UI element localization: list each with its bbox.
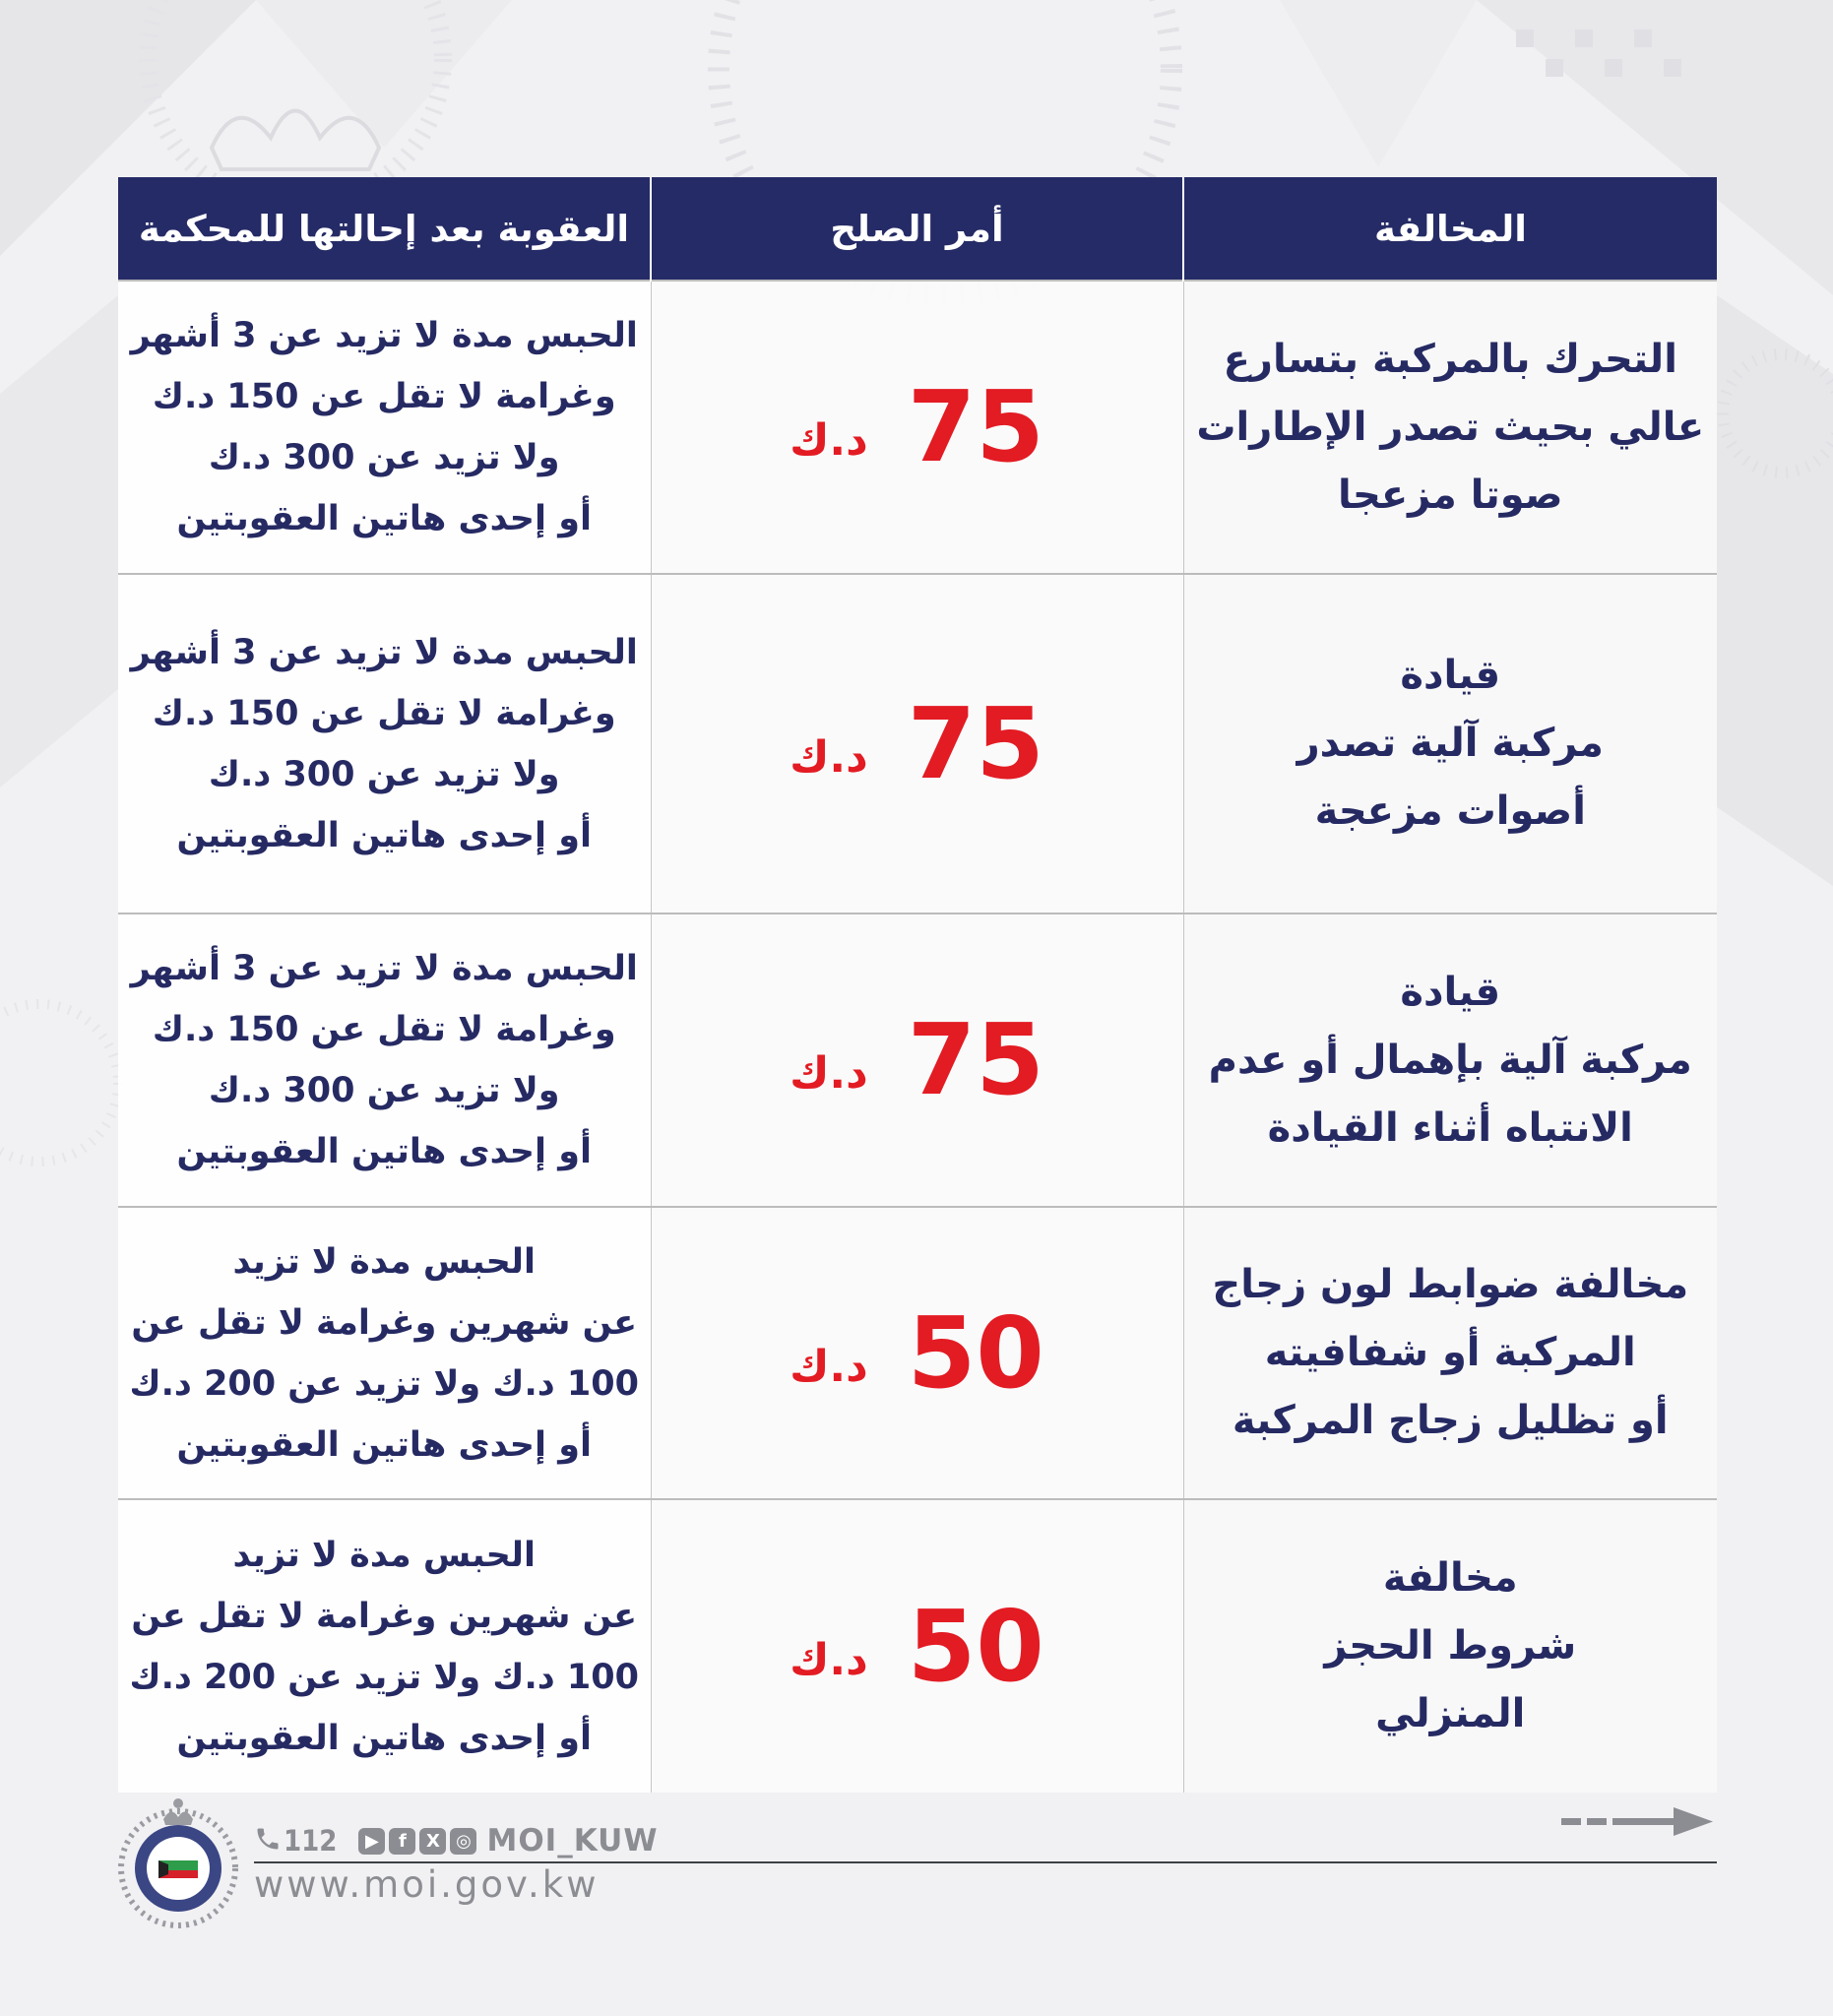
settlement-cell <box>651 281 1183 574</box>
header-settlement: أمر الصلح <box>651 177 1183 281</box>
penalty-line: الحبس مدة لا تزيد عن 3 أشهر <box>130 949 638 988</box>
violation-line: المنزلي <box>1375 1691 1526 1736</box>
instagram-icon[interactable]: ◎ <box>450 1828 476 1855</box>
settlement-cell <box>651 1499 1183 1793</box>
x-icon[interactable]: X <box>419 1828 446 1855</box>
violation-cell <box>1183 914 1717 1207</box>
penalty-line: عن شهرين وغرامة لا تقل عن <box>131 1302 638 1343</box>
penalty-line: وغرامة لا تقل عن 150 د.ك <box>152 377 616 416</box>
header-violation: المخالفة <box>1183 177 1717 281</box>
violation-line: قيادة <box>1400 969 1501 1015</box>
settlement-amount: 50 <box>907 1294 1044 1411</box>
table-header-row <box>118 177 1717 281</box>
violation-line: مخالفة ضوابط لون زجاج <box>1212 1262 1689 1307</box>
header-court-penalty: العقوبة بعد إحالتها للمحكمة <box>118 177 651 281</box>
table-row <box>118 574 1717 914</box>
settlement-amount: 75 <box>907 1002 1044 1117</box>
table-row <box>118 281 1717 574</box>
youtube-icon[interactable]: ▶ <box>358 1828 385 1855</box>
currency-label: د.ك <box>790 1634 868 1685</box>
penalty-line: ولا تزيد عن 300 د.ك <box>208 438 560 477</box>
settlement-cell <box>651 914 1183 1207</box>
violation-cell <box>1183 1207 1717 1499</box>
penalty-line: أو إحدى هاتين العقوبتين <box>176 499 592 538</box>
penalty-line: وغرامة لا تقل عن 150 د.ك <box>152 693 616 733</box>
violation-line: المركبة أو شفافيته <box>1264 1330 1636 1375</box>
social-handle[interactable]: MOI_KUW <box>486 1823 659 1858</box>
next-arrow-icon[interactable] <box>1557 1805 1717 1839</box>
penalty-line: وغرامة لا تقل عن 150 د.ك <box>152 1010 616 1049</box>
penalty-line: أو إحدى هاتين العقوبتين <box>176 1718 592 1758</box>
settlement-amount: 75 <box>907 369 1044 484</box>
violation-line: صوتا مزعجا <box>1337 472 1563 518</box>
fines-table <box>118 177 1717 1793</box>
social-icons <box>358 1828 476 1855</box>
kuwait-police-logo <box>114 1792 242 1929</box>
penalty-cell <box>118 574 651 914</box>
penalty-line: أو إحدى هاتين العقوبتين <box>176 1424 592 1465</box>
currency-label: د.ك <box>790 1341 868 1392</box>
violation-line: أصوات مزعجة <box>1314 788 1586 834</box>
penalty-line: ولا تزيد عن 300 د.ك <box>208 754 560 794</box>
table-row <box>118 1207 1717 1499</box>
penalty-line: الحبس مدة لا تزيد <box>232 1241 537 1282</box>
website-link[interactable]: www.moi.gov.kw <box>254 1863 600 1906</box>
violation-cell <box>1183 574 1717 914</box>
penalty-line: الحبس مدة لا تزيد عن 3 أشهر <box>130 316 638 355</box>
currency-label: د.ك <box>790 1048 868 1099</box>
violation-line: أو تظليل زجاج المركبة <box>1232 1398 1669 1443</box>
penalty-line: عن شهرين وغرامة لا تقل عن <box>131 1596 638 1636</box>
penalty-cell <box>118 281 651 574</box>
phone-number[interactable]: 112 <box>284 1824 338 1858</box>
penalty-line: الحبس مدة لا تزيد عن 3 أشهر <box>130 632 638 672</box>
violation-line: عالي بحيث تصدر الإطارات <box>1196 404 1705 450</box>
penalty-line: ولا تزيد عن 300 د.ك <box>208 1071 560 1110</box>
violation-line: الانتباه أثناء القيادة <box>1267 1104 1633 1151</box>
footer-contacts <box>254 1823 659 1858</box>
violation-line: مركبة آلية بإهمال أو عدم <box>1208 1037 1692 1083</box>
penalty-line: 100 د.ك ولا تزيد عن 200 د.ك <box>129 1363 639 1404</box>
currency-label: د.ك <box>790 415 868 466</box>
penalty-line: 100 د.ك ولا تزيد عن 200 د.ك <box>129 1657 639 1697</box>
violation-line: التحرك بالمركبة بتسارع <box>1223 336 1677 382</box>
settlement-cell <box>651 574 1183 914</box>
violation-line: قيادة <box>1400 653 1501 698</box>
penalty-cell <box>118 914 651 1207</box>
violation-cell <box>1183 281 1717 574</box>
violation-cell <box>1183 1499 1717 1793</box>
penalty-line: أو إحدى هاتين العقوبتين <box>176 815 592 855</box>
penalty-line: الحبس مدة لا تزيد <box>232 1535 537 1575</box>
table-row <box>118 914 1717 1207</box>
currency-label: د.ك <box>790 731 868 783</box>
settlement-amount: 50 <box>907 1588 1044 1704</box>
facebook-icon[interactable]: f <box>389 1828 415 1855</box>
penalty-line: أو إحدى هاتين العقوبتين <box>176 1132 592 1171</box>
table-row <box>118 1499 1717 1793</box>
violation-line: مخالفة <box>1382 1555 1518 1601</box>
settlement-amount: 75 <box>907 685 1044 801</box>
penalty-cell <box>118 1499 651 1793</box>
settlement-cell <box>651 1207 1183 1499</box>
violation-line: شروط الحجز <box>1324 1623 1577 1669</box>
penalty-cell <box>118 1207 651 1499</box>
phone-icon <box>254 1825 282 1857</box>
violation-line: مركبة آلية تصدر <box>1296 721 1604 766</box>
